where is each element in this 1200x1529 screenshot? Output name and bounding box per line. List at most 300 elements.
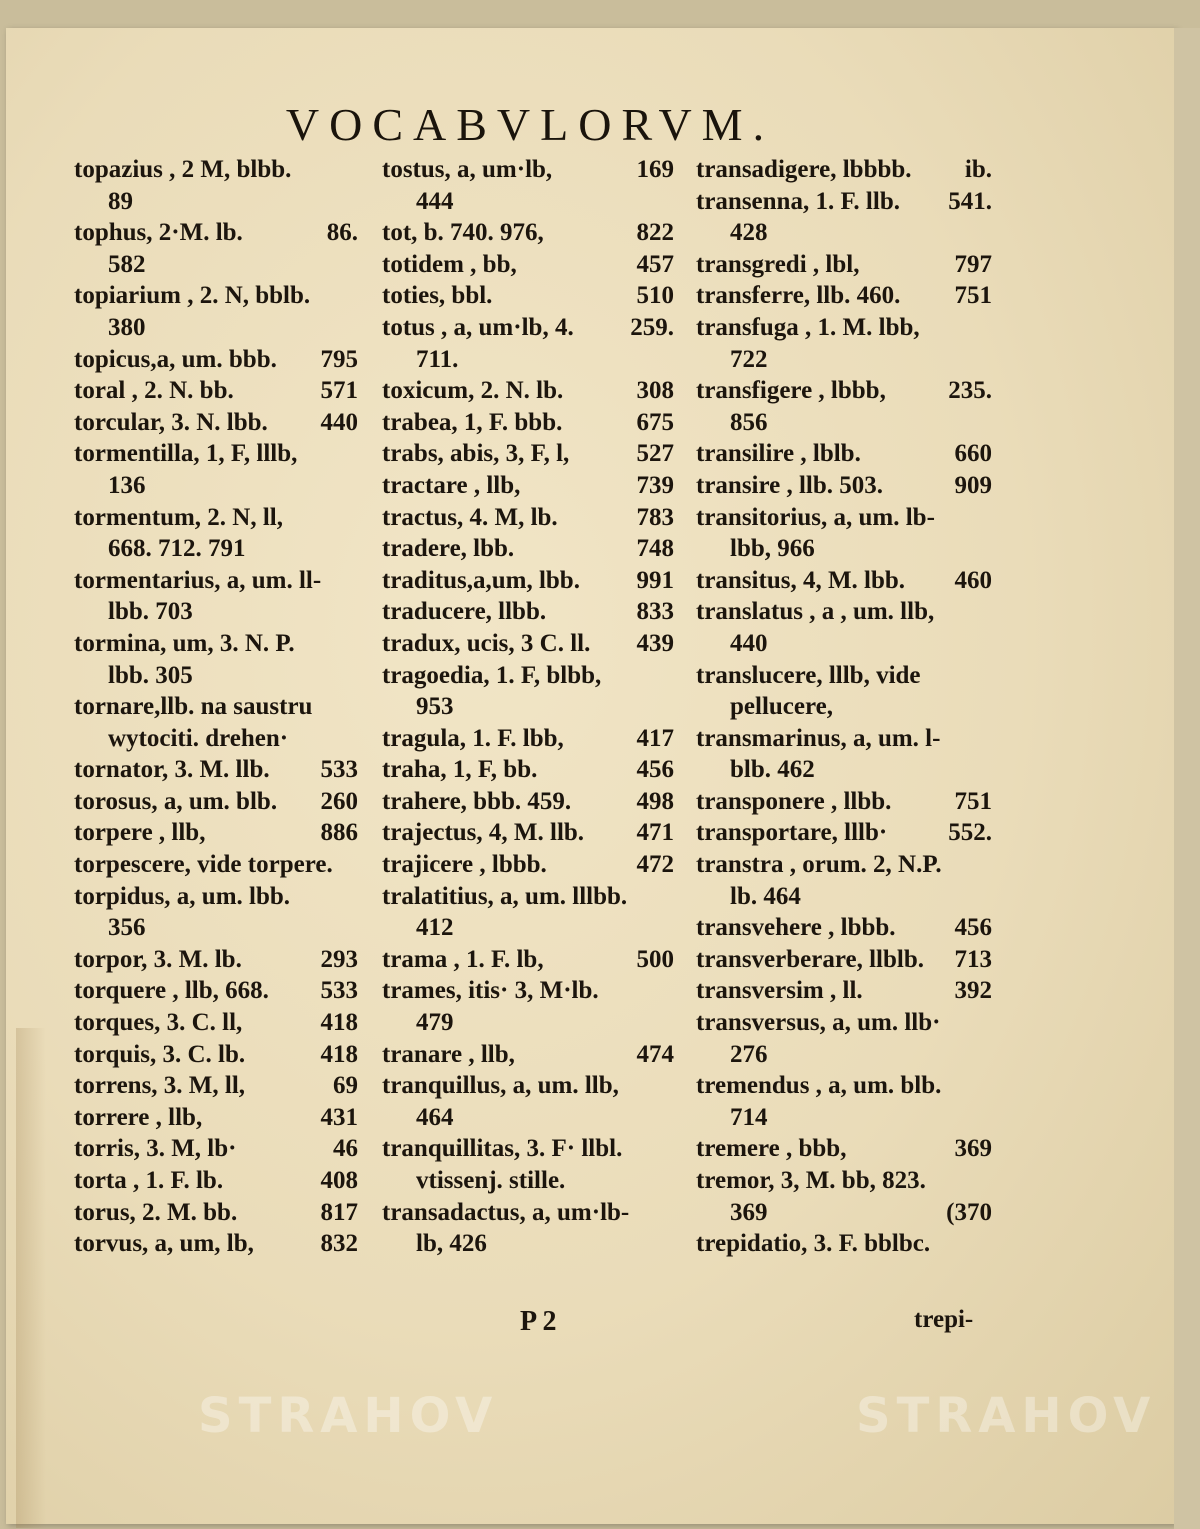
- entry-page-ref: 418: [320, 1009, 358, 1037]
- entry-page-ref: 417: [636, 724, 674, 752]
- entry-headword: wytociti. drehen·: [108, 724, 289, 752]
- entry-page-ref: [984, 596, 992, 628]
- entry-page-ref: 308: [636, 377, 674, 405]
- index-entry: [696, 186, 992, 218]
- entry-page-ref: 713: [954, 945, 992, 973]
- index-entry: [696, 502, 992, 534]
- entry-page-ref: 822: [636, 219, 674, 247]
- entry-headword: traditus,a,um, lbb.: [382, 566, 580, 594]
- entry-page-ref: 408: [320, 1167, 358, 1194]
- entry-headword: tremere , bbb,: [696, 1135, 847, 1163]
- index-entry: [382, 217, 674, 249]
- index-entry: [696, 1039, 992, 1071]
- entry-headword: tot, b. 740. 976,: [382, 219, 544, 247]
- entry-headword: torpere , llb,: [74, 819, 206, 847]
- entry-headword: torquis, 3. C. lb.: [74, 1040, 246, 1068]
- index-entry: [74, 912, 358, 944]
- entry-headword: transgredi , lbl,: [696, 250, 860, 278]
- index-entry: [696, 691, 992, 723]
- index-entry: [382, 596, 674, 628]
- entry-page-ref: 527: [636, 440, 674, 468]
- entry-page-ref: 259.: [630, 313, 674, 341]
- entry-headword: 276: [730, 1040, 768, 1068]
- entry-headword: traha, 1, F, bb.: [382, 756, 538, 784]
- entry-headword: lbb, 966: [730, 535, 815, 563]
- entry-headword: lbb. 703: [108, 598, 193, 626]
- entry-headword: translucere, lllb, vide: [696, 661, 921, 689]
- entry-headword: transtra , orum. 2, N.P.: [696, 851, 942, 879]
- entry-headword: torosus, a, um. blb.: [74, 787, 278, 815]
- entry-headword: vtissenj. stille.: [416, 1167, 566, 1194]
- entry-page-ref: [984, 217, 992, 249]
- index-entry: [74, 881, 358, 913]
- entry-page-ref: [666, 1165, 674, 1197]
- entry-headword: tralatitius, a, um. lllbb.: [382, 882, 628, 910]
- entry-headword: lbb. 305: [108, 661, 193, 689]
- index-entry: [696, 944, 992, 976]
- entry-page-ref: [984, 533, 992, 565]
- index-entry: [74, 817, 358, 849]
- entry-headword: 714: [730, 1103, 768, 1131]
- entry-headword: 136: [108, 471, 146, 499]
- entry-headword: transfuga , 1. M. lbb,: [696, 313, 920, 341]
- entry-page-ref: 457: [636, 250, 674, 278]
- index-entry: [74, 944, 358, 976]
- entry-headword: tormentarius, a, um. ll-: [74, 566, 322, 594]
- index-entry: [382, 470, 674, 502]
- paper-edge: [1174, 28, 1200, 1529]
- entry-page-ref: [984, 344, 992, 376]
- entry-page-ref: [666, 1070, 674, 1102]
- index-entry: [696, 1165, 992, 1197]
- entry-headword: transversim , ll.: [696, 977, 863, 1005]
- entry-page-ref: [984, 754, 992, 786]
- index-column-2: [382, 154, 674, 1260]
- index-entry: [382, 1102, 674, 1134]
- index-entry: [74, 1102, 358, 1134]
- entry-headword: 412: [416, 914, 454, 942]
- index-entry: [696, 1007, 992, 1039]
- index-entry: [382, 817, 674, 849]
- entry-page-ref: 498: [636, 787, 674, 815]
- entry-headword: transenna, 1. F. llb.: [696, 187, 900, 215]
- entry-page-ref: [666, 975, 674, 1007]
- entry-headword: trama , 1. F. lb,: [382, 945, 544, 973]
- index-entry: [74, 565, 358, 597]
- entry-page-ref: 533: [320, 977, 358, 1005]
- index-entry: [382, 533, 674, 565]
- entry-headword: 856: [730, 408, 768, 436]
- index-entry: [696, 786, 992, 818]
- entry-headword: 479: [416, 1009, 454, 1037]
- entry-page-ref: [984, 407, 992, 439]
- entry-page-ref: 832: [320, 1230, 358, 1258]
- index-entry: [74, 596, 358, 628]
- index-column-1: [74, 154, 358, 1260]
- index-entry: [696, 817, 992, 849]
- index-entry: [382, 312, 674, 344]
- entry-headword: tractare , llb,: [382, 471, 521, 499]
- entry-page-ref: [350, 660, 358, 692]
- index-entry: [696, 217, 992, 249]
- entry-headword: trajicere , lbbb.: [382, 851, 547, 879]
- entry-headword: tradere, lbb.: [382, 535, 515, 563]
- index-entry: [382, 186, 674, 218]
- entry-page-ref: [350, 312, 358, 344]
- entry-headword: tremendus , a, um. blb.: [696, 1072, 942, 1100]
- entry-page-ref: [350, 186, 358, 218]
- entry-headword: blb. 462: [730, 756, 815, 784]
- entry-page-ref: 431: [320, 1103, 358, 1131]
- entry-headword: tornare,llb. na saustru: [74, 693, 313, 721]
- entry-page-ref: 472: [636, 851, 674, 879]
- entry-headword: transvehere , lbbb.: [696, 914, 896, 942]
- entry-page-ref: 751: [954, 787, 992, 815]
- entry-headword: trepidatio, 3. F. bblbc.: [696, 1230, 931, 1258]
- entry-headword: transmarinus, a, um. l-: [696, 724, 941, 752]
- entry-page-ref: 991: [636, 566, 674, 594]
- entry-headword: torpescere, vide torpere.: [74, 851, 333, 879]
- index-entry: [382, 849, 674, 881]
- watermark-right: STRAHOV: [856, 1388, 1157, 1444]
- entry-headword: tradux, ucis, 3 C. ll.: [382, 629, 591, 657]
- entry-page-ref: 886: [320, 819, 358, 847]
- entry-headword: torpor, 3. M. lb.: [74, 945, 242, 973]
- entry-headword: tormentum, 2. N, ll,: [74, 503, 283, 531]
- entry-headword: lb, 426: [416, 1230, 487, 1258]
- entry-page-ref: 660: [954, 440, 992, 468]
- index-entry: [382, 375, 674, 407]
- index-entry: [74, 344, 358, 376]
- index-entry: [382, 912, 674, 944]
- index-entry: [74, 1133, 358, 1165]
- index-entry: [74, 754, 358, 786]
- index-entry: [74, 375, 358, 407]
- entry-page-ref: 748: [636, 535, 674, 563]
- index-entry: [382, 1165, 674, 1197]
- entry-page-ref: 235.: [948, 377, 992, 405]
- entry-page-ref: [350, 881, 358, 913]
- index-entry: [696, 375, 992, 407]
- index-entry: [696, 596, 992, 628]
- entry-headword: tremor, 3, M. bb, 823.: [696, 1167, 926, 1194]
- index-entry: [382, 754, 674, 786]
- entry-page-ref: [350, 596, 358, 628]
- entry-page-ref: [666, 186, 674, 218]
- paper-stain: [16, 1028, 46, 1528]
- entry-headword: toxicum, 2. N. lb.: [382, 377, 564, 405]
- entry-headword: torrens, 3. M, ll,: [74, 1072, 246, 1100]
- index-entry: [382, 975, 674, 1007]
- entry-page-ref: [666, 1228, 674, 1260]
- index-entry: [696, 754, 992, 786]
- index-entry: [382, 1070, 674, 1102]
- entry-page-ref: [984, 849, 992, 881]
- entry-page-ref: 541.: [948, 187, 992, 215]
- watermark-left: STRAHOV: [198, 1388, 499, 1444]
- entry-headword: tormentilla, 1, F, lllb,: [74, 440, 298, 468]
- entry-headword: 722: [730, 345, 768, 373]
- index-entry: [74, 249, 358, 281]
- entry-page-ref: 833: [636, 598, 674, 626]
- index-entry: [382, 691, 674, 723]
- entry-page-ref: 797: [954, 250, 992, 278]
- index-entry: [382, 502, 674, 534]
- index-entry: [74, 1039, 358, 1071]
- index-entry: [382, 249, 674, 281]
- entry-page-ref: 909: [954, 471, 992, 499]
- index-entry: [696, 312, 992, 344]
- entry-headword: tranquillus, a, um. llb,: [382, 1072, 619, 1100]
- entry-headword: 444: [416, 187, 454, 215]
- index-entry: [696, 280, 992, 312]
- index-entry: [696, 849, 992, 881]
- entry-headword: tranquillitas, 3. F· llbl.: [382, 1135, 623, 1163]
- entry-page-ref: 471: [636, 819, 674, 847]
- index-entry: [74, 280, 358, 312]
- entry-page-ref: [666, 1102, 674, 1134]
- entry-page-ref: 293: [320, 945, 358, 973]
- index-entry: [74, 533, 358, 565]
- entry-page-ref: 675: [636, 408, 674, 436]
- entry-headword: torta , 1. F. lb.: [74, 1167, 224, 1194]
- entry-headword: tranare , llb,: [382, 1040, 515, 1068]
- entry-headword: 356: [108, 914, 146, 942]
- index-entry: [696, 533, 992, 565]
- index-entry: [696, 407, 992, 439]
- entry-headword: transitus, 4, M. lbb.: [696, 566, 906, 594]
- entry-headword: torcular, 3. N. lbb.: [74, 408, 268, 436]
- entry-page-ref: [350, 533, 358, 565]
- entry-page-ref: [666, 912, 674, 944]
- entry-headword: tragula, 1. F. lbb,: [382, 724, 564, 752]
- index-entry: [74, 502, 358, 534]
- entry-headword: translatus , a , um. llb,: [696, 598, 935, 626]
- index-entry: [74, 786, 358, 818]
- entry-page-ref: [350, 249, 358, 281]
- entry-page-ref: 783: [636, 503, 674, 531]
- index-entry: [696, 249, 992, 281]
- entry-headword: tornator, 3. M. llb.: [74, 756, 270, 784]
- entry-page-ref: 46: [333, 1135, 358, 1163]
- entry-page-ref: [984, 1102, 992, 1134]
- entry-page-ref: [984, 691, 992, 723]
- entry-page-ref: 440: [320, 408, 358, 436]
- entry-headword: 440: [730, 629, 768, 657]
- entry-headword: topazius , 2 M, blbb.: [74, 156, 292, 183]
- entry-headword: transferre, llb. 460.: [696, 282, 901, 310]
- index-entry: [382, 280, 674, 312]
- entry-headword: traducere, llbb.: [382, 598, 547, 626]
- index-entry: [696, 344, 992, 376]
- entry-page-ref: 500: [636, 945, 674, 973]
- index-entry: [74, 154, 358, 186]
- entry-headword: transfigere , lbbb,: [696, 377, 886, 405]
- entry-page-ref: [984, 660, 992, 692]
- index-entry: [382, 1133, 674, 1165]
- entry-page-ref: [984, 723, 992, 755]
- page-title: VOCABVLORVM.: [285, 99, 775, 150]
- index-entry: [696, 975, 992, 1007]
- entry-headword: trahere, bbb. 459.: [382, 787, 572, 815]
- index-entry: [74, 1007, 358, 1039]
- entry-page-ref: 817: [320, 1198, 358, 1226]
- entry-page-ref: 552.: [948, 819, 992, 847]
- index-entry: [696, 1102, 992, 1134]
- index-column-3: [696, 154, 992, 1260]
- signature-mark: P 2: [520, 1306, 557, 1337]
- entry-page-ref: [984, 1228, 992, 1260]
- entry-page-ref: [984, 1070, 992, 1102]
- index-entry: [382, 438, 674, 470]
- entry-headword: trames, itis· 3, M·lb.: [382, 977, 599, 1005]
- index-entry: [696, 154, 992, 186]
- entry-page-ref: [350, 691, 358, 723]
- index-entry: [74, 723, 358, 755]
- entry-headword: torrere , llb,: [74, 1103, 203, 1131]
- entry-headword: tophus, 2·M. lb.: [74, 219, 243, 247]
- entry-page-ref: (370: [946, 1198, 992, 1226]
- entry-headword: pellucere,: [730, 693, 833, 721]
- index-entry: [382, 881, 674, 913]
- entry-headword: topicus,a, um. bbb.: [74, 345, 277, 373]
- index-entry: [382, 723, 674, 755]
- index-entry: [696, 881, 992, 913]
- entry-page-ref: [350, 628, 358, 660]
- entry-headword: 380: [108, 313, 146, 341]
- index-entry: [74, 1228, 358, 1260]
- entry-headword: transadigere, lbbbb.: [696, 156, 912, 183]
- entry-headword: totidem , bb,: [382, 250, 517, 278]
- catchword: trepi-: [914, 1306, 974, 1333]
- entry-headword: 711.: [416, 345, 459, 373]
- entry-page-ref: 169: [636, 156, 674, 183]
- entry-page-ref: 369: [954, 1135, 992, 1163]
- entry-headword: torquere , llb, 668.: [74, 977, 269, 1005]
- index-entry: [74, 407, 358, 439]
- entry-headword: torvus, a, um, lb,: [74, 1230, 254, 1258]
- index-entry: [696, 628, 992, 660]
- entry-page-ref: [666, 660, 674, 692]
- index-entry: [74, 691, 358, 723]
- entry-page-ref: [350, 849, 358, 881]
- entry-headword: transponere , llbb.: [696, 787, 892, 815]
- index-entry: [74, 849, 358, 881]
- index-entry: [696, 912, 992, 944]
- index-entry: [74, 470, 358, 502]
- entry-headword: totus , a, um·lb, 4.: [382, 313, 574, 341]
- entry-page-ref: 510: [636, 282, 674, 310]
- entry-headword: 668. 712. 791: [108, 535, 246, 563]
- entry-page-ref: [350, 723, 358, 755]
- entry-page-ref: [666, 881, 674, 913]
- index-entry: [382, 660, 674, 692]
- entry-page-ref: [350, 438, 358, 470]
- entry-headword: transilire , lblb.: [696, 440, 861, 468]
- index-entry: [74, 312, 358, 344]
- index-entry: [696, 660, 992, 692]
- entry-page-ref: 533: [320, 756, 358, 784]
- index-entry: [382, 1197, 674, 1229]
- entry-headword: transverberare, llblb.: [696, 945, 924, 973]
- index-entry: [696, 565, 992, 597]
- index-entry: [696, 470, 992, 502]
- entry-headword: transire , llb. 503.: [696, 471, 884, 499]
- entry-headword: transportare, lllb·: [696, 819, 888, 847]
- index-entry: [696, 438, 992, 470]
- entry-headword: torques, 3. C. ll,: [74, 1009, 243, 1037]
- entry-page-ref: 751: [954, 282, 992, 310]
- index-entry: [382, 786, 674, 818]
- index-entry: [696, 1133, 992, 1165]
- entry-page-ref: [666, 344, 674, 376]
- entry-page-ref: 571: [320, 377, 358, 405]
- entry-headword: 369: [730, 1198, 768, 1226]
- index-entry: [74, 975, 358, 1007]
- entry-headword: lb. 464: [730, 882, 801, 910]
- entry-headword: 582: [108, 250, 146, 278]
- entry-page-ref: [666, 1007, 674, 1039]
- entry-headword: transadactus, a, um·lb-: [382, 1198, 630, 1226]
- entry-page-ref: 260: [320, 787, 358, 815]
- entry-page-ref: 456: [636, 756, 674, 784]
- entry-page-ref: [984, 1007, 992, 1039]
- index-entry: [382, 628, 674, 660]
- entry-headword: tostus, a, um·lb,: [382, 156, 553, 183]
- entry-page-ref: [666, 691, 674, 723]
- entry-page-ref: 739: [636, 471, 674, 499]
- entry-page-ref: [350, 502, 358, 534]
- entry-page-ref: [984, 881, 992, 913]
- index-entry: [696, 723, 992, 755]
- entry-page-ref: [350, 470, 358, 502]
- index-entry: [382, 944, 674, 976]
- index-entry: [382, 1007, 674, 1039]
- entry-headword: transversus, a, um. llb·: [696, 1009, 941, 1037]
- entry-page-ref: [984, 1039, 992, 1071]
- entry-headword: trabs, abis, 3, F, l,: [382, 440, 570, 468]
- entry-page-ref: 69: [333, 1072, 358, 1100]
- entry-page-ref: 474: [636, 1040, 674, 1068]
- index-entry: [696, 1070, 992, 1102]
- entry-page-ref: [984, 628, 992, 660]
- entry-headword: 89: [108, 187, 133, 215]
- entry-page-ref: [984, 312, 992, 344]
- entry-page-ref: 795: [320, 345, 358, 373]
- entry-headword: trabea, 1, F. bbb.: [382, 408, 563, 436]
- entry-headword: transitorius, a, um. lb-: [696, 503, 935, 531]
- entry-headword: tragoedia, 1. F, blbb,: [382, 661, 602, 689]
- index-entry: [74, 660, 358, 692]
- entry-headword: topiarium , 2. N, bblb.: [74, 282, 311, 310]
- entry-page-ref: [350, 912, 358, 944]
- entry-page-ref: 456: [954, 914, 992, 942]
- entry-page-ref: [666, 1133, 674, 1165]
- entry-page-ref: 392: [954, 977, 992, 1005]
- entry-page-ref: ib.: [964, 156, 992, 183]
- index-entry: [74, 186, 358, 218]
- entry-headword: 464: [416, 1103, 454, 1131]
- index-entry: [74, 1165, 358, 1197]
- entry-page-ref: [350, 565, 358, 597]
- entry-page-ref: [984, 1165, 992, 1197]
- entry-headword: tormina, um, 3. N. P.: [74, 629, 295, 657]
- entry-page-ref: 418: [320, 1040, 358, 1068]
- entry-page-ref: [984, 502, 992, 534]
- entry-headword: 428: [730, 219, 768, 247]
- index-entry: [382, 344, 674, 376]
- index-entry: [74, 1197, 358, 1229]
